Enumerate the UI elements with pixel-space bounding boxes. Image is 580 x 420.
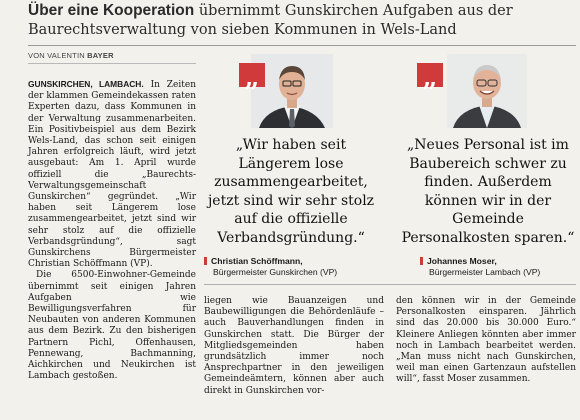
column-1 xyxy=(28,79,196,382)
headline-rule xyxy=(28,45,576,46)
col1-paragraph-1 xyxy=(28,79,196,270)
quote-mark-icon: „ xyxy=(417,63,443,87)
headline-line2: Baurechtsverwaltung von sieben Kommunen in Wels-Land xyxy=(28,22,457,38)
quote-attribution-schoeffmann xyxy=(204,254,394,278)
quote-role: Bürgermeister Lambach (VP) xyxy=(429,267,541,277)
byline-rule xyxy=(28,63,196,64)
col1-paragraph-2: Die 6500-Einwohner-Gemeinde übernimmt seit einigen Jahren Aufgaben wie Bewilligungsverfahren für Neubauten von anderen Kommunen aus dem Bezirk. Zu den bisherigen Partnern Pichl, Offenhausen, Pennewang, Bachmanning, Aichkirchen und Neukirchen ist Lambach gestoßen. xyxy=(28,270,196,382)
col1-paragraph-1-text: In Zeiten der klammen Gemeindekassen raten Experten dazu, dass Kommunen in der Verwaltung zusammenarbeiten. Ein Positivbeispiel aus dem Bezirk Wels-Land, das schon seit einigen Jahren erfolgreich läuft, wird jetzt ausgebaut: Am 1. April wurde offiziell die „Baurechts-Verwaltungsgemeinschaft Gunskirchen“ gegründet. „Wir haben seit Längerem lose zusammengearbeitet, jetzt sind wir sehr stolz auf die offizielle Verbandsgründung“, sagt Gunskirchens Bürgermeister Christian Schöffmann (VP). xyxy=(28,80,196,270)
portrait-moser-image xyxy=(447,54,527,128)
pull-quote-schoeffmann: „Wir haben seit Längerem lose zusammengearbeitet, jetzt sind wir sehr stolz auf die offizielle Verbandsgründung.“ xyxy=(207,137,375,246)
col3-text: den können wir in der Gemeinde Personalkosten einsparen. Jährlich sind das 20.000 bis 30.000 Euro.“ Kleinere Anliegen könnten aber immer noch in Lambach bearbeitet werden. „Man muss nicht nach Gunskirchen, weil man einen Gartenzaun aufstellen will“, fasst Moser zusammen. xyxy=(396,296,576,385)
quote-section-rule xyxy=(204,284,576,285)
column-3 xyxy=(396,296,576,386)
quote-author: Johannes Moser, xyxy=(427,256,497,266)
accent-bar xyxy=(204,257,207,265)
dateline: GUNSKIRCHEN, LAMBACH. xyxy=(28,79,144,89)
portrait-photo-moser xyxy=(447,54,527,128)
quote-author: Christian Schöffmann, xyxy=(211,256,303,266)
accent-bar xyxy=(420,257,423,265)
byline xyxy=(28,51,114,60)
quote-role: Bürgermeister Gunskirchen (VP) xyxy=(213,267,338,277)
quote-mark-icon: „ xyxy=(239,63,265,87)
headline xyxy=(28,1,576,40)
byline-author: BAYER xyxy=(87,51,114,60)
pull-quote-moser: „Neues Personal ist im Baubereich schwer zu finden. Außerdem können wir in der Gemeinde Personalkosten sparen.“ xyxy=(401,137,575,246)
headline-rest: übernimmt Gunskirchen Aufgaben aus der xyxy=(194,3,513,19)
headline-bold: Über eine Kooperation xyxy=(28,2,195,19)
column-2 xyxy=(204,296,384,397)
col2-text: liegen wie Bauanzeigen und Baubewilligungen die Behördenläufe – auch Bauverhandlungen finden in Gunskirchen statt. Die Bürger der Mitgliedsgemeinden haben grundsätzlich immer noch Ansprechpartner in den jeweiligen Gemeindeämtern, können aber auch direkt in Gunskirchen vor- xyxy=(204,296,384,396)
byline-prefix: VON VALENTIN xyxy=(28,51,88,60)
quote-attribution-moser xyxy=(420,254,580,278)
